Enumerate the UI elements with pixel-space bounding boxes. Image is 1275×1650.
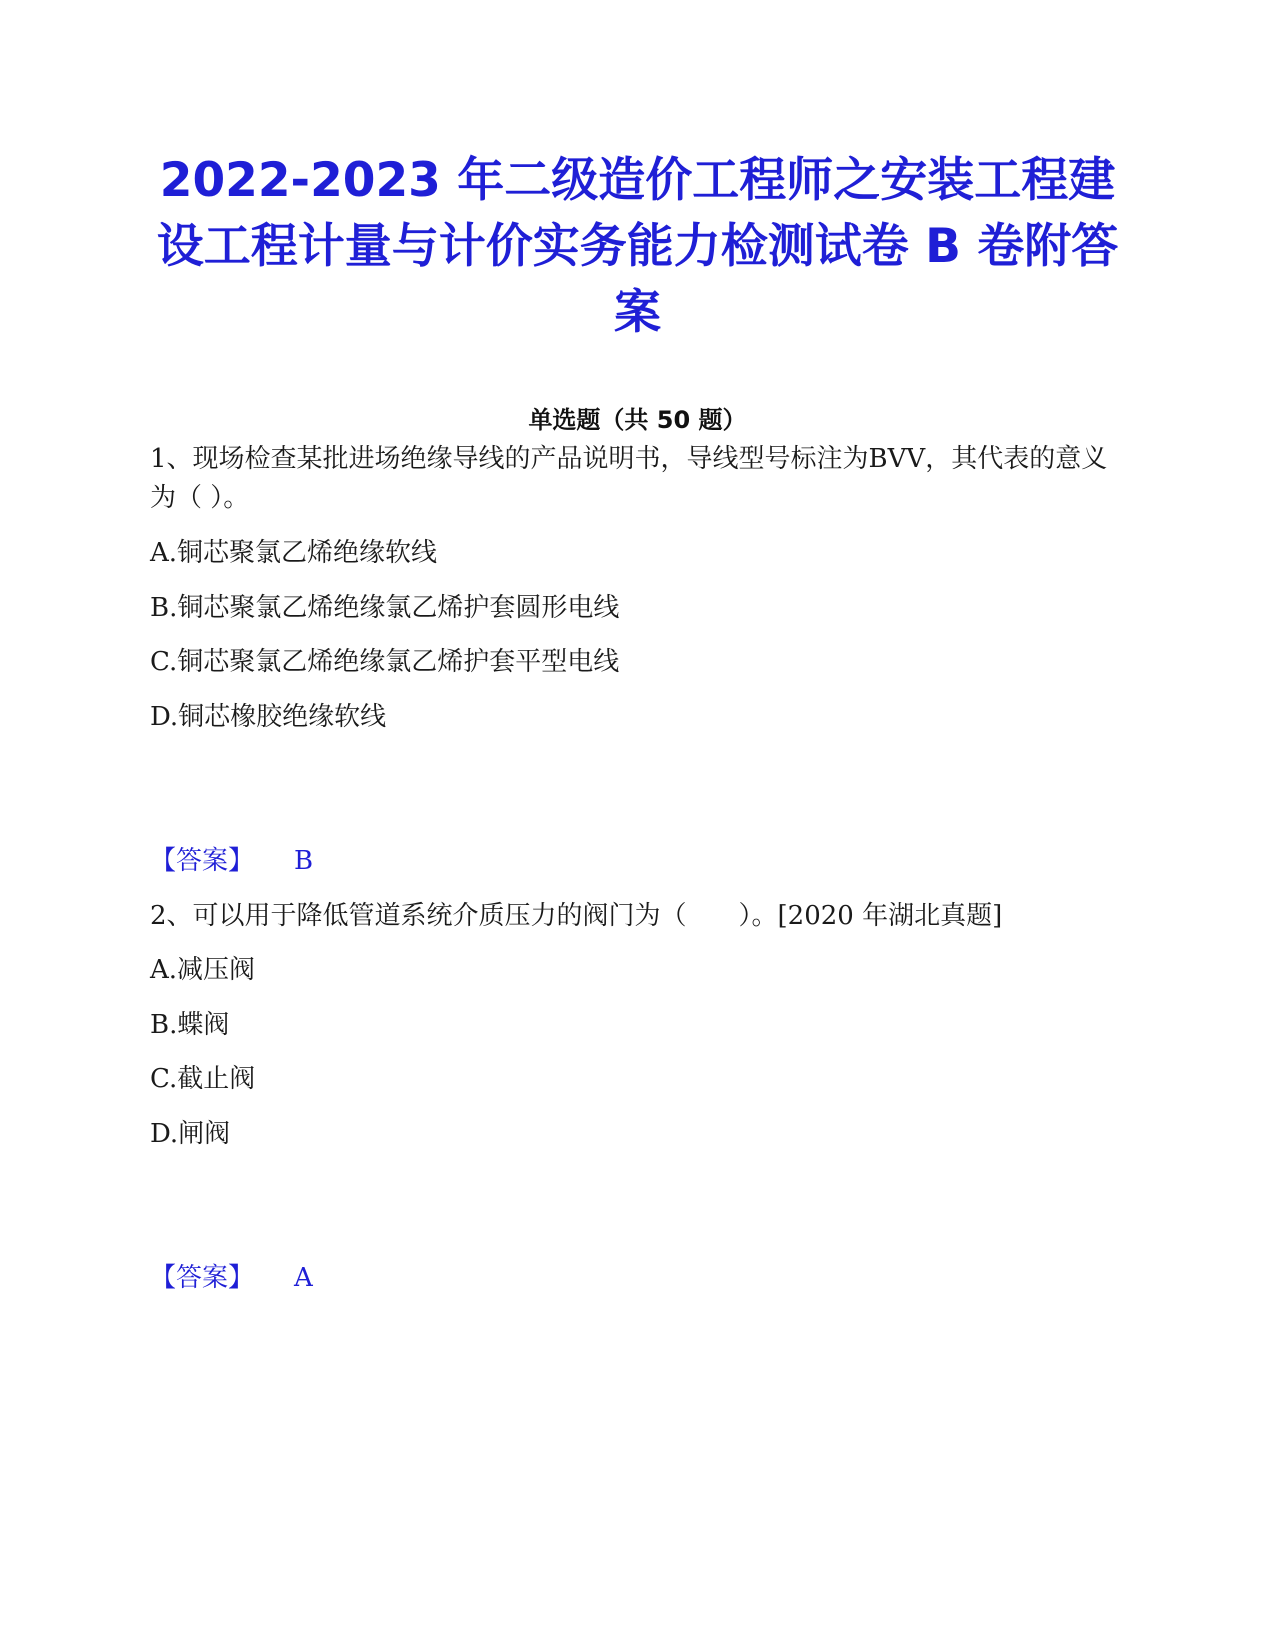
question-1-option-b: B.铜芯聚氯乙烯绝缘氯乙烯护套圆形电线 [150, 593, 620, 623]
question-2-option-d: D.闸阀 [150, 1119, 231, 1149]
answer-value: B [294, 846, 314, 876]
section-heading: 单选题（共 50 题） [528, 406, 747, 434]
question-1-option-d: D.铜芯橡胶绝缘软线 [150, 702, 387, 732]
question-2-answer [150, 1260, 313, 1296]
question-1-answer [150, 843, 313, 879]
question-2-option-c: C.截止阀 [150, 1064, 256, 1094]
question-2-option-a: A.减压阀 [150, 955, 256, 985]
answer-label: 【答案】 [150, 1263, 255, 1293]
question-2-text: 2、可以用于降低管道系统介质压力的阀门为（ ）。[2020 年湖北真题] [150, 901, 1003, 931]
document-title: 2022-2023 年二级造价工程师之安装工程建设工程计量与计价实务能力检测试卷 B 卷附答案 [156, 153, 1119, 340]
question-1-option-a: A.铜芯聚氯乙烯绝缘软线 [150, 538, 438, 568]
answer-label: 【答案】 [150, 846, 255, 876]
question-2-option-b: B.蝶阀 [150, 1010, 230, 1040]
answer-value: A [294, 1263, 313, 1293]
question-1-text: 1、现场检查某批进场绝缘导线的产品说明书，导线型号标注为BVV，其代表的意义为（ ）。 [150, 444, 1108, 513]
question-1-option-c: C.铜芯聚氯乙烯绝缘氯乙烯护套平型电线 [150, 647, 620, 677]
